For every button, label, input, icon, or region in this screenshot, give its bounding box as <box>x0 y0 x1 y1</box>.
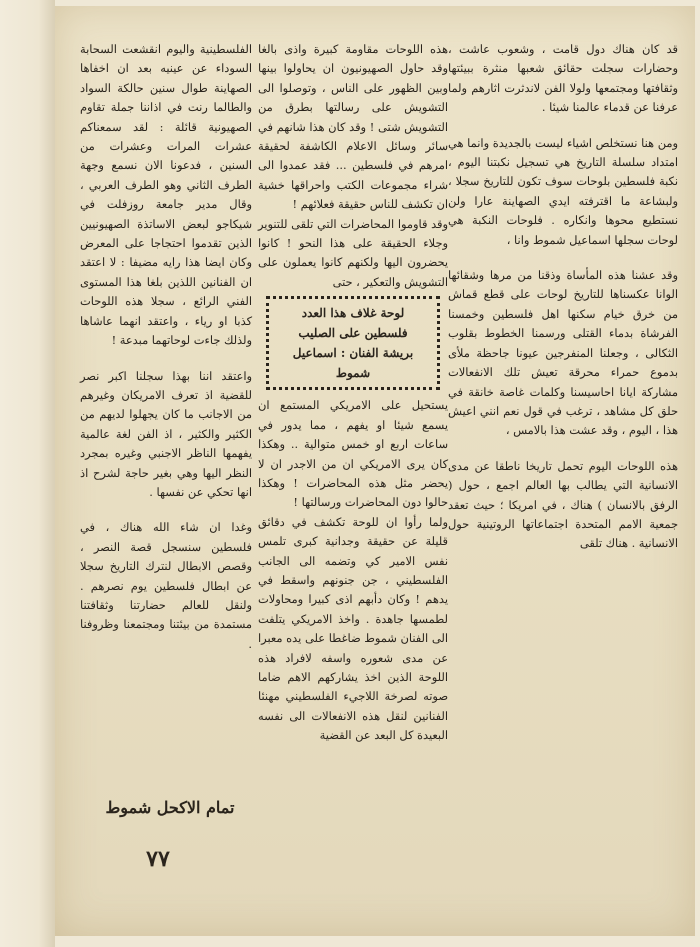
paragraph: وقد قاوموا المحاضرات التي تلقى للتنوير وجلاء الحقيقة على هذا النحو ! كانوا يحضرون اليها ولكنهم كانوا يعملون على التشويش والتعكير ، حتى <box>258 216 448 289</box>
paragraph: قد كان هناك دول قامت ، وشعوب عاشت ، وحضارات سجلت حقائق شعبها منثرة ببيئتها وثقافتها ومجتمعها ولولا الفن لاندثرت اثارهم ولما عرفنا عن قدماء عالمنا شيئا . <box>448 42 678 115</box>
cover-caption-box <box>266 296 440 390</box>
paragraph: واعتقد اننا بهذا سجلنا اكبر نصر للقضية اذ تعرف الامريكان وغيرهم من الاجانب ما كان يجهلوا لديهم من الكثير والكثير ، اذ الفن لغة عالمية يفهمها الناظر الاجنبي وغيره بمجرد النظر اليها وهي بغير حاجة لشرح اذ انها تحكي عن نفسها . <box>80 368 252 499</box>
caption-painting-name: فلسطين على الصليب <box>298 326 408 341</box>
paragraph: ومن هنا نستخلص اشياء ليست بالجديدة وانما هي امتداد سلسلة التاريخ هي تسجيل نكبتنا اليوم ، نكبة فلسطين بلوحات سوف تكون للتاريخ سجلا ، ولبشاعة ما اقترفته ايدي الصهاينة عارا ولن نستطيع محوها وانكاره . فلوحات النكبة هي لوحات سجلها اسماعيل شموط وانا ، <box>448 135 678 247</box>
caption-artist: بريشة الفنان : اسماعيل شموط <box>292 346 414 381</box>
text-column-left <box>80 40 252 654</box>
paragraph: وقد عشنا هذه المأساة وذقنا من مرها وشقائها الوانا عكسناها للتاريخ لوحات على قطع قماش من خرق خيام سكنها اهل فلسطين وخمسنا الفرشاة بدماء القتلى ورسمنا الخطوط بقلوب الثكالى ، وجعلنا المنفرجين عيونا جاحظة ملأى بدموع حمراء محرقة تعيش تلك الانفعالات مشاركة ايانا احاسيسنا وكلمات غاصة خانقة في حلق كل مشاهد ، ترغب في قول نعم انني اعيش هذا ، اليوم ، وقد عشت هذا بالامس ، <box>448 268 678 438</box>
caption-title: لوحة غلاف هذا العدد <box>301 306 405 321</box>
paragraph: الفلسطينية واليوم انقشعت السحابة السوداء عن عينيه بعد ان اخفاها الصهاينة طوال سنين حالكة السواد والطالما رنت في اذاننا جملة تقاوم الصهيونية قائلة : لقد سمعناكم عشرات المرات وعشرات من السنين ، فدعونا الان نسمع وجهة الطرف الثاني وهو الطرف العربي ، وقال مدير جامعة روزفلت في شيكاجو لبعض الاساتذة الصهيونيين الذين تقدموا احتجاجا على المعرض وكان ايضا هذا رايه مضيفا : لا اعتقد ان الفنانين اللذين بلغا هذا المستوى الفني الرائع ، سجلا هذه اللوحات كذبا او رياء ، واعتقد انهما عاشاها ولذلك جاءت لوحاتهما مبدعة ! <box>80 42 252 348</box>
author-signature: تمام الاكحل شموط <box>105 798 235 817</box>
paragraph: هذه اللوحات مقاومة كبيرة واذى بالغا وقد حاول الصهيونيون ان يحاولوا بينها وبين الظهور على الناس ، وتوصلوا الى التشويش على رسالتها بطرق من التشويش شتى ! وقد كان هذا شانهم في سائر وسائل الاعلام الكاشفة لحقيقة امرهم في فلسطين ... فقد عمدوا الى شراء مجموعات الكتب واحراقها خشية ان تكشف للناس حقيقة فعلائهم ! <box>258 42 448 212</box>
paragraph: ولما رأوا ان للوحة تكشف في دقائق قليلة عن حقيقة وجدانية كبرى تلمس نفس الامير كي وتضمه الى الجانب الفلسطيني ، جن جنونهم واسقط في يدهم ! وكان دأبهم اذى كبيرا ومحاولات لطمسها جاهدة . واخذ الامريكي يتلفت الى الفنان شموط ضاغطا على يده معبرا عن مدى شعوره واسفه لافراد هذه اللوحة الذين اخذ يشاركهم الاهم ضاما صوته لصرخة اللاجيء الفلسطيني مهنئا الفنانين لنقل هذه الانفعالات الى نفسه البعيدة كل البعد عن القضية <box>258 514 448 743</box>
text-column-middle <box>258 40 448 746</box>
page-number: ٧٧ <box>146 846 170 872</box>
book-gutter <box>0 0 55 947</box>
paragraph: هذه اللوحات اليوم تحمل تاريخا ناطقا عن مدى الانسانية التي يطالب بها العالم اجمع ، حول ( الرفق بالانسان ) هناك ، في امريكا ؛ حيث تعقد جمعية الامم المتحدة اجتماعاتها الروتينية حول الانسانية . هناك تلقى <box>448 458 678 551</box>
paragraph: وغدا ان شاء الله هناك ، في فلسطين سنسجل قصة النصر ، وقصص الابطال لنترك التاريخ سجلا عن ابطال فلسطين يوم نصرهم . ولنقل للعالم حضارتنا وثقافتنا مستمدة من بيئتنا ومجتمعنا وظروفنا . <box>80 520 252 651</box>
text-column-right <box>448 40 678 554</box>
paragraph: يستحيل على الامريكي المستمع ان يسمع شيئا او يفهم ، مما يدور في ساعات اربع او خمس متوالية .. وهكذا كان يرى الامريكي ان من الاجدر ان لا يحضر مثل هذه المحاضرات ! وهكذا حالوا دون المحاضرات ورسالتها ! <box>258 398 448 510</box>
